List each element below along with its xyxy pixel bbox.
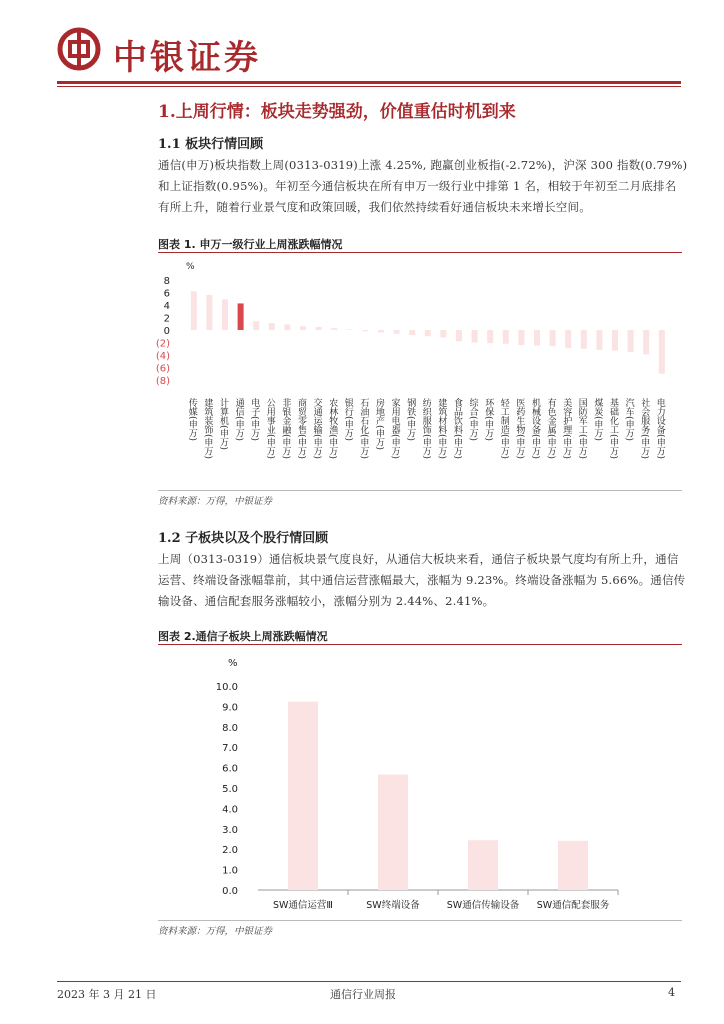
chart-1-bar — [253, 321, 259, 330]
chart-1-y-tick: (2) — [155, 338, 170, 350]
chart-1-x-label: 交通运输(申万) — [311, 398, 322, 460]
chart-1-bar — [596, 330, 602, 350]
chart-2-bar — [558, 841, 588, 890]
chart-2 — [158, 648, 682, 918]
chart-1-x-label: 基础化工(申万) — [608, 398, 618, 460]
chart-1-x-label: 有色金属(申万) — [545, 398, 556, 460]
chart-1-x-label: 汽车(申万) — [623, 398, 634, 442]
chart-1-x-label: 美容护理(申万) — [561, 398, 572, 460]
footer-date: 2023 年 3 月 21 日 — [57, 988, 157, 1001]
chart-1-x-label: 计算机(申万) — [218, 398, 228, 451]
chart-1-x-label: 食品饮料(申万) — [452, 398, 462, 460]
figure-1-top-rule — [158, 252, 682, 253]
chart-1-y-tick: (6) — [155, 363, 170, 375]
chart-2-x-label: SW终端设备 — [366, 900, 420, 911]
chart-2-y-tick: 3.0 — [222, 824, 238, 836]
chart-1-x-label: 轻工制造(申万) — [498, 398, 509, 460]
chart-1-x-label: 钢铁(申万) — [405, 398, 416, 442]
figure-1-bottom-rule — [158, 490, 682, 491]
chart-1-bar — [394, 330, 400, 334]
figure-2-bottom-rule — [158, 920, 682, 921]
chart-1-bar — [643, 330, 649, 354]
chart-1-y-tick: 6 — [163, 288, 170, 300]
paragraph-1: 通信(申万)板块指数上周(0313-0319)上涨 4.25%, 跑赢创业板指(-2.72%)，沪深 300 指数(0.79%)和上证指数(0.95%)。年初至今通信板块在所有申万一级行业中排第 1 名，相较于年初至二月底排名有所上升，随着行业景气度和政策回暖，我们依然持续看好通信板块未来增长空间。 — [158, 158, 688, 214]
chart-1-x-label: 医药生物(申万) — [514, 398, 525, 460]
chart-1-x-label: 农林牧渔(申万) — [327, 398, 338, 460]
chart-1-x-label: 石油石化(申万) — [358, 398, 369, 460]
chart-1-x-label: 社会服务(申万) — [639, 398, 650, 460]
chart-1-x-label: 家用电器(申万) — [389, 398, 400, 460]
chart-1-bar — [238, 303, 244, 330]
chart-1-x-label: 电子(申万) — [249, 398, 260, 442]
chart-1-x-label: 纺织服饰(申万) — [420, 398, 431, 460]
chart-1-x-label: 环保(申万) — [483, 398, 494, 442]
chart-1-bar — [534, 330, 540, 346]
chart-1-y-tick: 8 — [163, 276, 170, 287]
footer-rule — [57, 981, 681, 982]
chart-1-x-label: 建筑材料(申万) — [436, 398, 447, 460]
chart-1-bar — [347, 329, 353, 330]
chart-1-y-tick: (8) — [155, 376, 170, 387]
chart-1-x-label: 房地产(申万) — [374, 398, 384, 451]
chart-1-bar — [222, 299, 228, 330]
chart-1-bar — [440, 330, 446, 338]
chart-1-x-label: 传媒(申万) — [186, 398, 197, 442]
figure-1-title: 图表 1. 申万一级行业上周涨跌幅情况 — [158, 238, 343, 251]
figure-1-source: 资料来源：万得，中银证券 — [158, 496, 273, 507]
chart-2-y-unit: % — [228, 658, 238, 669]
chart-1-y-tick: 2 — [163, 313, 170, 325]
chart-2-bar — [378, 775, 408, 890]
brand-name: 中银证券 — [113, 38, 261, 78]
chart-1-bar — [628, 330, 634, 352]
chart-2-y-tick: 9.0 — [222, 702, 238, 714]
chart-2-y-tick: 4.0 — [222, 804, 238, 816]
header-rule — [57, 81, 681, 84]
chart-1-bar — [503, 330, 509, 344]
chart-1-bar — [206, 295, 212, 330]
chart-1-x-label: 电力设备(申万) — [654, 398, 665, 460]
chart-1-bar — [300, 326, 306, 330]
chart-1-bar — [581, 330, 587, 349]
footer-page-number: 4 — [668, 986, 675, 999]
chart-1-bar — [425, 330, 431, 336]
chart-1-bar — [565, 330, 571, 348]
chart-2-y-tick: 8.0 — [222, 722, 238, 734]
chart-2-y-tick: 1.0 — [222, 865, 238, 877]
chart-1-bar — [316, 327, 322, 330]
chart-2-y-tick: 2.0 — [222, 845, 238, 857]
subsection-title-1: 1.1 板块行情回顾 — [158, 137, 264, 152]
chart-1-bar — [550, 330, 556, 346]
chart-1-x-label: 综合(申万) — [467, 398, 478, 442]
chart-2-y-tick: 6.0 — [222, 763, 238, 775]
chart-1 — [155, 255, 682, 487]
chart-2-y-tick: 10.0 — [215, 682, 238, 693]
chart-2-bar — [288, 702, 318, 890]
chart-2-bar — [468, 840, 498, 890]
chart-1-bar — [487, 330, 493, 343]
subsection-title-2: 1.2 子板块以及个股行情回顾 — [158, 531, 329, 546]
chart-1-y-tick: (4) — [155, 351, 170, 362]
chart-2-x-label: SW通信配套服务 — [536, 900, 610, 911]
chart-1-y-tick: 4 — [163, 301, 170, 312]
chart-2-x-label: SW通信传输设备 — [446, 900, 520, 911]
chart-1-bar — [612, 330, 618, 351]
chart-1-x-label: 银行(申万) — [342, 398, 353, 442]
chart-1-x-label: 建筑装饰(申万) — [202, 398, 213, 460]
paragraph-2: 上周（0313-0319）通信板块景气度良好，从通信大板块来看，通信子板块景气度均有所上升，通信运营、终端设备涨幅靠前，其中通信运营涨幅最大，涨幅为 9.23%。终端设备涨幅为 5.66%。通信传输设备、通信配套服务涨幅较小，涨幅分别为 2.44%、2.41%。 — [158, 552, 686, 608]
chart-1-bar — [659, 330, 665, 374]
chart-1-bar — [409, 330, 415, 335]
chart-1-y-tick: 0 — [163, 326, 170, 337]
chart-1-bar — [362, 330, 368, 331]
chart-1-x-label: 公用事业(申万) — [264, 398, 275, 460]
chart-2-y-tick: 7.0 — [222, 743, 238, 755]
chart-1-x-label: 商贸零售(申万) — [296, 398, 306, 460]
figure-2-top-rule — [158, 644, 682, 645]
figure-2-source: 资料来源：万得，中银证券 — [158, 926, 273, 937]
header-rule-thin — [57, 86, 681, 87]
chart-1-bar — [331, 328, 337, 330]
chart-1-x-label: 煤炭(申万) — [592, 398, 603, 442]
chart-2-y-tick: 5.0 — [222, 784, 238, 795]
footer-report-name: 通信行业周报 — [330, 988, 396, 1001]
chart-1-bar — [378, 330, 384, 333]
chart-1-y-unit: % — [186, 262, 195, 272]
chart-1-bar — [472, 330, 478, 343]
chart-1-x-label: 非银金融(申万) — [280, 398, 291, 460]
chart-1-bar — [191, 291, 197, 330]
bank-of-china-logo-icon — [57, 27, 101, 71]
chart-2-y-tick: 0.0 — [222, 886, 238, 897]
chart-1-x-label: 机械设备(申万) — [530, 398, 540, 460]
chart-1-bar — [284, 324, 290, 330]
chart-2-x-label: SW通信运营Ⅲ — [273, 900, 333, 911]
chart-1-bar — [518, 330, 524, 345]
figure-2-title: 图表 2.通信子板块上周涨跌幅情况 — [158, 630, 328, 643]
chart-1-bar — [456, 330, 462, 341]
chart-1-bar — [269, 323, 275, 330]
section-title: 1.上周行情：板块走势强劲，价值重估时机到来 — [158, 102, 516, 122]
chart-1-x-label: 通信(申万) — [233, 398, 244, 442]
chart-1-x-label: 国防军工(申万) — [576, 398, 587, 460]
